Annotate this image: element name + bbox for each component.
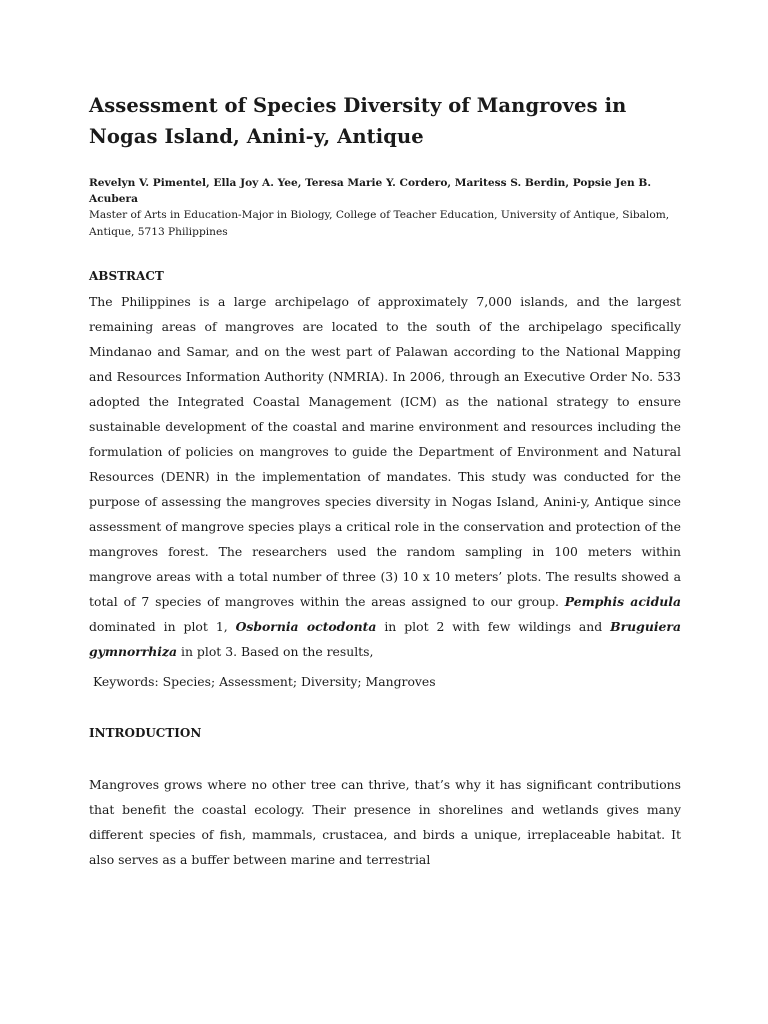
species-name-1: Pemphis acidula	[564, 594, 681, 609]
abstract-text-1: The Philippines is a large archipelago of approximately 7,000 islands, and the largest remaining areas of mangroves are located to the south of the archipelago specifically Mindanao and Samar, and on the west part of Palawan according to the National Mapping and Resources Information Authority (NMRIA). In 2006, through an Executive Order No. 533 adopted the Integrated Coastal Management (ICM) as the national strategy to ensure sustainable development of the coastal and marine environment and resources including the formulation of policies on mangroves to guide the Department of Environment and Natural Resources (DENR) in the implementation of mandates. This study was conducted for the purpose of assessing the mangroves species diversity in Nogas Island, Anini-y, Antique since assessment of mangrove species plays a critical role in the conservation and protection of the mangroves forest. The researchers used the random sampling in 100 meters within mangrove areas with a total number of three (3) 10 x 10 meters’ plots. The results showed a total of 7 species of mangroves within the areas assigned to our group.	[89, 294, 681, 609]
species-name-3: Bruguiera gymnorrhiza	[89, 619, 681, 659]
abstract-text-2: dominated in plot 1,	[89, 619, 228, 634]
keywords: Keywords: Species; Assessment; Diversity; Mangroves	[93, 674, 436, 689]
paper-page	[89, 90, 681, 872]
abstract-text-3: in plot 2 with few wildings and	[384, 619, 603, 634]
abstract-heading: ABSTRACT	[89, 269, 164, 283]
introduction-heading: INTRODUCTION	[89, 726, 202, 740]
abstract-paragraph	[89, 289, 681, 664]
species-name-2: Osbornia octodonta	[235, 619, 377, 634]
paper-title: Assessment of Species Diversity of Mangroves in Nogas Island, Anini-y, Antique	[89, 94, 627, 148]
abstract-text-4: in plot 3. Based on the results,	[181, 644, 374, 659]
author-affiliation: Master of Arts in Education-Major in Biology, College of Teacher Education, University of Antique, Sibalom, Antique, 5713 Philippines	[89, 209, 670, 238]
introduction-paragraph: Mangroves grows where no other tree can thrive, that’s why it has significant contributions that benefit the coastal ecology. Their presence in shorelines and wetlands gives many different species of fish, mammals, crustacea, and birds a unique, irreplaceable habitat. It also serves as a buffer between marine and terrestrial	[89, 777, 681, 867]
author-list: Revelyn V. Pimentel, Ella Joy A. Yee, Teresa Marie Y. Cordero, Maritess S. Berdin, Popsie Jen B. Acubera	[89, 177, 652, 205]
